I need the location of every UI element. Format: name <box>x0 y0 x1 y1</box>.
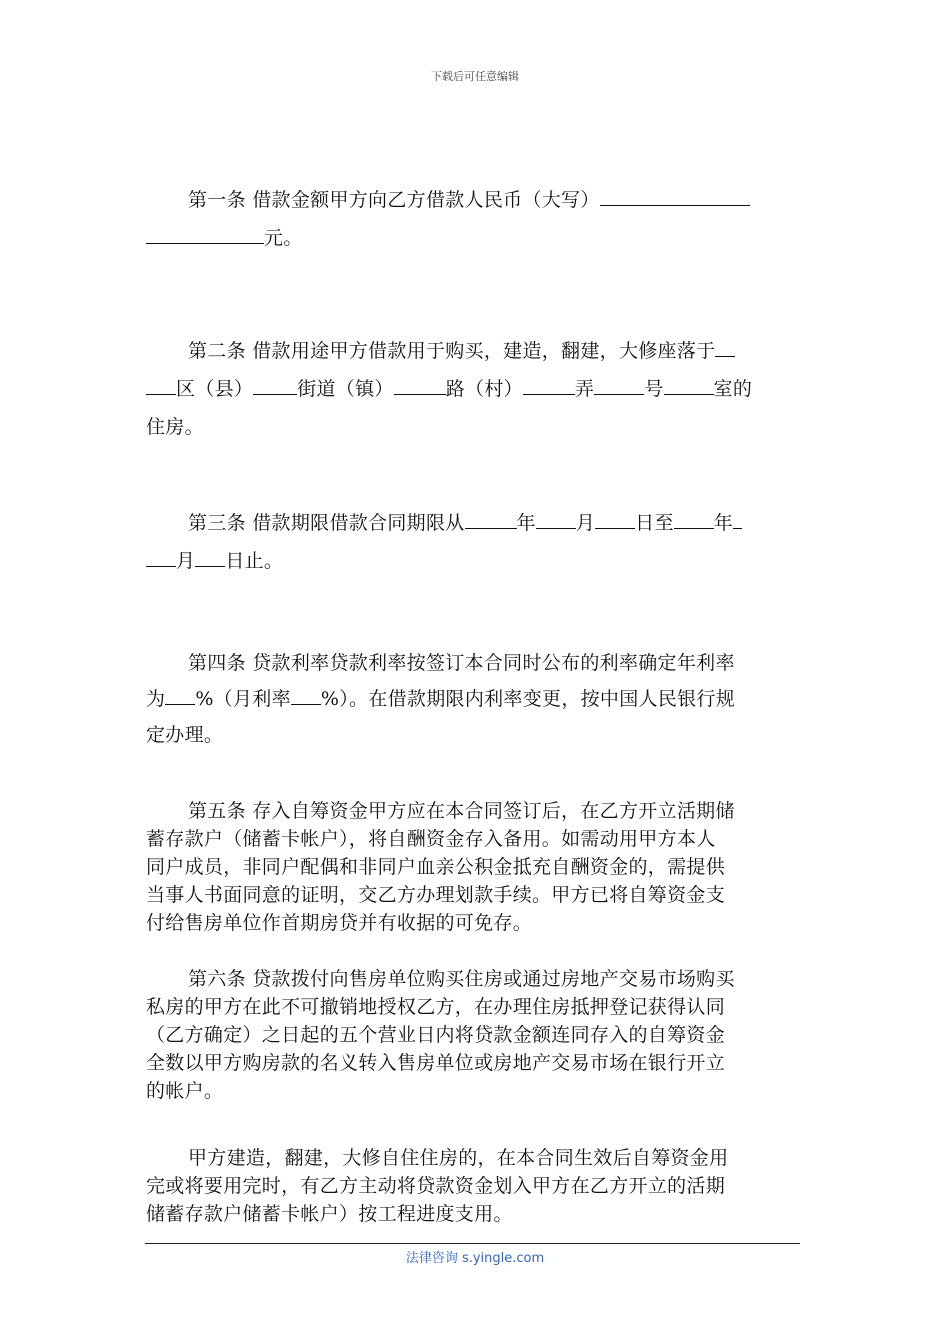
clause-2-line-3: 住房。 <box>146 416 204 438</box>
road-blank <box>523 375 575 395</box>
clause-4-line-2-end: %）。在借款期限内利率变更，按中国人民银行规 <box>320 688 736 710</box>
clause-1-line-2-end: 元。 <box>264 227 303 249</box>
district-blank <box>253 375 297 395</box>
footer-divider <box>145 1243 800 1244</box>
end-month-blank <box>733 509 742 529</box>
annual-rate-blank <box>165 685 195 705</box>
clause-6-line: 私房的甲方在此不可撤销地授权乙方，在办理住房抵押登记获得认同 <box>146 996 726 1018</box>
clause-6-line: 第六条 贷款拨付向售房单位购买住房或通过房地产交易市场购买 <box>188 968 735 990</box>
clause-7-line: 储蓄存款户储蓄卡帐户）按工程进度支用。 <box>146 1203 513 1225</box>
end-year-label: 年 <box>713 512 734 534</box>
number-label: 号 <box>644 378 664 400</box>
street-label: 街道（镇） <box>297 378 394 400</box>
clause-6-continued <box>146 1144 808 1228</box>
lane-blank <box>594 375 644 395</box>
lane-label: 弄 <box>574 378 595 400</box>
start-month-blank <box>536 509 576 529</box>
month-label: 月 <box>575 512 596 534</box>
clause-5-line: 第五条 存入自筹资金甲方应在本合同签订后，在乙方开立活期储 <box>188 800 735 822</box>
district-label: 区（县） <box>176 378 254 400</box>
clause-7-line: 甲方建造，翻建，大修自住住房的，在本合同生效后自筹资金用 <box>188 1147 729 1169</box>
clause-1-line-1: 第一条 借款金额甲方向乙方借款人民币（大写） <box>188 189 600 211</box>
clause-3 <box>146 504 808 580</box>
clause-4-line-3: 定办理。 <box>146 724 224 746</box>
clause-6-line: （乙方确定）之日起的五个营业日内将贷款金额连同存入的自筹资金 <box>146 1024 726 1046</box>
monthly-rate-label: %（月利率 <box>195 688 291 710</box>
clause-7-line: 完或将要用完时，有乙方主动将贷款资金划入甲方在乙方开立的活期 <box>146 1175 726 1197</box>
clause-2-line-1: 第二条 借款用途甲方借款用于购买，建造，翻建，大修座落于 <box>188 340 716 362</box>
end-month-blank-cont <box>146 547 176 567</box>
end-month-label: 月 <box>176 550 196 572</box>
clause-4 <box>146 645 808 753</box>
clause-2 <box>146 332 808 446</box>
start-year-blank <box>465 509 517 529</box>
page-header-note: 下载后可任意编辑 <box>431 70 519 83</box>
clause-1 <box>146 181 808 257</box>
amount-blank <box>600 186 750 206</box>
end-day-blank <box>195 547 225 567</box>
clause-5-line: 同户成员，非同户配偶和非同户血亲公积金抵充自酬资金的，需提供 <box>146 856 726 878</box>
location-blank <box>715 337 735 357</box>
number-blank <box>664 375 714 395</box>
clause-6-line: 的帐户。 <box>146 1080 224 1102</box>
end-day-label: 日止。 <box>225 550 284 572</box>
footer-link[interactable]: 法律咨询 s.yingle.com <box>405 1251 545 1266</box>
clause-5-line: 当事人书面同意的证明，交乙方办理划款手续。甲方已将自筹资金支 <box>146 884 726 906</box>
clause-5-line: 付给售房单位作首期房贷并有收据的可免存。 <box>146 912 533 934</box>
clause-5-line: 蓄存款户（储蓄卡帐户），将自酬资金存入备用。如需动用甲方本人 <box>146 828 716 850</box>
clause-4-line-1: 第四条 贷款利率贷款利率按签订本合同时公布的利率确定年利率 <box>188 652 735 674</box>
year-label: 年 <box>516 512 536 534</box>
location-blank-cont <box>146 375 176 395</box>
clause-5 <box>146 797 808 937</box>
clause-3-line-1: 第三条 借款期限借款合同期限从 <box>188 512 465 534</box>
road-label: 路（村） <box>445 378 523 400</box>
day-to-label: 日至 <box>635 512 674 534</box>
monthly-rate-blank <box>291 685 321 705</box>
end-year-blank <box>674 509 714 529</box>
room-label: 室的 <box>713 378 753 400</box>
clause-6-line: 全数以甲方购房款的名义转入售房单位或房地产交易市场在银行开立 <box>146 1052 726 1074</box>
annual-rate-prefix: 为 <box>146 688 166 710</box>
start-day-blank <box>595 509 635 529</box>
street-blank <box>394 375 446 395</box>
amount-blank-cont <box>146 224 264 244</box>
clause-6 <box>146 965 808 1105</box>
